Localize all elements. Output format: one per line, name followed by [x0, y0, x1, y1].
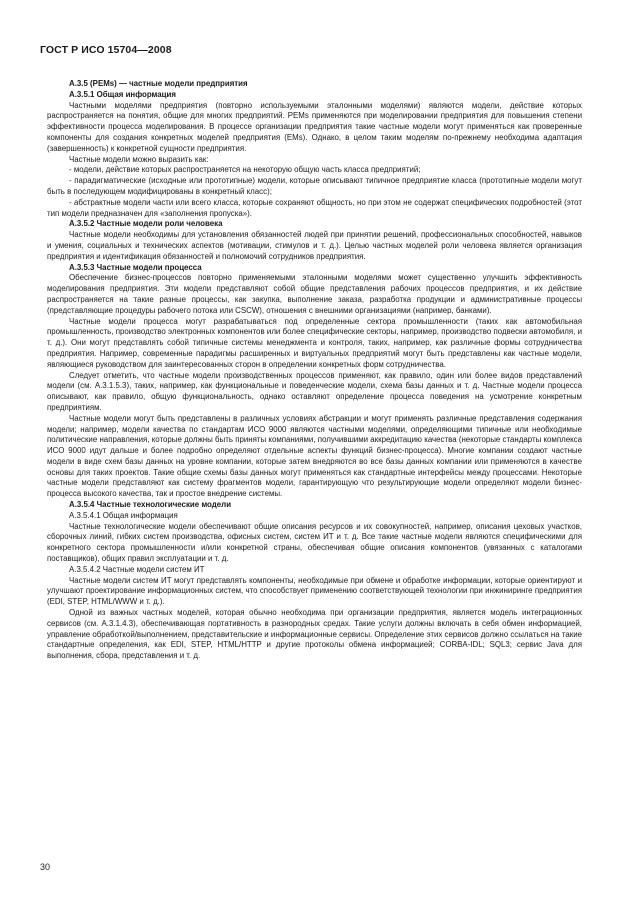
paragraph: Частные модели можно выразить как: [69, 154, 209, 164]
paragraph: Обеспечение бизнес-процессов повторно применяемыми эталонными моделями может существенно улучшить эффективность моделирования предприятия. Эти модели представляют собой общие представления рабочих процессов предприятия, и их действие распространяется на такие разные процессы, как закупка, выполнение заказа, разработка продукции и административные процессы (представляющие процедуры рабочего потока или CSCW), отношения с внешними организациями (например, банками). [47, 273, 582, 315]
subsection-heading: А.3.5.3 Частные модели процесса [69, 262, 202, 272]
paragraph: Частные модели могут быть представлены в различных условиях абстракции и могут применять различные представления содержания модели; например, модели качества по стандартам ИСО 9000 являются частными моделями, определяющими типичные или необходимые политические направления, которые должны быть приняты компаниями, получившими аккредитацию качества (некоторые стандарты комплекса ИСО 9000 идут дальше и более подробно определяют отдельные аспекты функций бизнес-процесса). Многие компании создают частные модели в виде схем базы данных на уровне компании, которые затем внедряются во все базы данных компании или применяются в качестве основы для таких проектов. Такие общие схемы базы данных могут применяться как стандартные интерфейсы между процессами. Некоторые частные модели представляют как систему фрагментов модели, гарантирующую что результирующие модели определяют модели бизнес-процесса высокого качества, так и простое внедрение системы. [47, 413, 582, 499]
paragraph: Частные модели процесса могут разрабатываться под определенные сектора промышленности (таких как автомобильная промышленность, производство электронных компонентов или более специфические секторы, например, производство подвески автомобиля, и т. д.). Они могут представлять собой типичные системы менеджмента и контроля, таких, например, как различные формы сотрудничества предприятия. Например, современные парадигмы расширенных и виртуальных предприятий могут быть представлены как частные модели, являющиеся руководством для заинтересованных сторон в определении конкретных форм сотрудничества. [47, 316, 582, 369]
clause-heading: А.3.5.4.1 Общая информация [69, 510, 178, 520]
list-item: - абстрактные модели части или всего класса, которые сохраняют общность, но при этом не содержат специфических подробностей (этот тип модели предназначен для «заполнения пропуска»). [47, 197, 582, 218]
page-header: ГОСТ Р ИСО 15704—2008 [40, 44, 172, 56]
paragraph: Частные модели систем ИТ могут представлять компоненты, необходимые при обмене и обработке информации, которые ориентируют и улучшают проектирование информационных систем, что способствует применению соответствующей технологии при инжиниринге предприятия (EDI, STEP, HTML/WWW и т. д.). [47, 575, 582, 607]
paragraph: Одной из важных частных моделей, которая обычно необходима при организации предприятия, является модель интеграционных сервисов (см. А.3.1.4.3), обеспечивающая портативность в разнородных средах. Такие услуги должны включать в себя обмен информацией, управление обработкой/выполнением, представительские и информационные сервисы. Определение этих сервисов должно ссылаться на такие стандартные определения, как EDI, STEP, HTML/HTTP и другие протоколы обмена информацией; CORBA-IDL; SQL3; сервис Java для выполнения, сбора, представления и т. д. [47, 608, 582, 661]
paragraph: Частными моделями предприятия (повторно используемыми эталонными моделями) являются модели, действие которых распространяется на понятия, общие для многих предприятий. PEMs применяются при моделировании предприятия для повышения степени эффективности процесса моделирования. В процессе организации предприятия такие частные модели могут применяться как проверенные компоненты для создания конкретных моделей предприятия (EMs). Однако, в целом таким моделям по-прежнему необходима адаптация (завершенность) к конкретной сущности предприятия. [47, 100, 582, 153]
subsection-heading: А.3.5.2 Частные модели роли человека [69, 219, 223, 229]
paragraph: Частные модели необходимы для установления обязанностей людей при принятии решений, профессиональных способностей, навыков и умения, социальных и технических аспектов (мотивации, стимулов и т. д.). Целью частных моделей роли человека является организация предприятия и идентификация обязанностей и полномочий сотрудников предприятия. [47, 230, 582, 261]
clause-heading: А.3.5.4.2 Частные модели систем ИТ [69, 564, 205, 574]
list-item: - парадигматические (исходные или прототипные) модели, которые описывают типичное предприятие класса (прототипные модели могут быть в последующем модифицированы в конкретный класс); [47, 176, 582, 196]
page-number: 30 [40, 862, 51, 872]
list-item: - модели, действие которых распространяется на некоторую общую часть класса предприятий; [69, 165, 421, 175]
document-body [47, 79, 582, 662]
paragraph: Следует отметить, что частные модели производственных процессов применяют, как правило, один или более видов представлений модели (см. А.3.1.5.3), таких, например, как функциональные и поведенческие модели, схема базы данных и т. д. Частные модели процесса описывают, как правило, общую функциональность, однако оставляют определение процесса поведения на усмотрение конкретным предприятиям. [47, 370, 582, 412]
subsection-heading: А.3.5.4 Частные технологические модели [69, 500, 232, 510]
subsection-heading: А.3.5.1 Общая информация [69, 89, 176, 99]
section-heading: А.3.5 (PEMs) — частные модели предприятия [69, 79, 248, 88]
paragraph: Частные технологические модели обеспечивают общие описания ресурсов и их совокупностей, например, описания цеховых участков, сборочных линий, гибких систем производства, офисных систем, систем ИТ и т. д. Все такие частные модели являются специфическими для конкретного сектора промышленности и/или конкретной страны, обеспечивая общие описания компонентов (увязанных с каталогами поставщиков), общих правил эксплуатации и т. д. [47, 521, 582, 564]
